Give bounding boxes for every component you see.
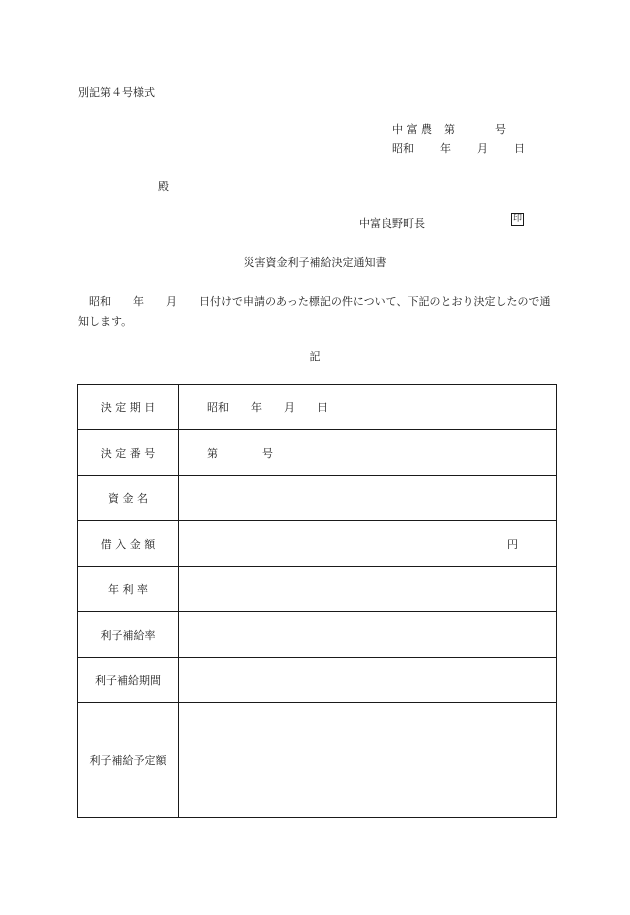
row-label: 資 金 名 xyxy=(78,476,179,521)
row-label: 年 利 率 xyxy=(78,567,179,612)
form-label: 別記第４号様式 xyxy=(78,86,155,99)
row-label: 利子補給予定額 xyxy=(78,703,179,818)
row-value xyxy=(179,658,557,703)
table-row xyxy=(78,658,557,703)
table-row xyxy=(78,612,557,658)
issue-date xyxy=(392,142,525,156)
table-row xyxy=(78,430,557,476)
table-row xyxy=(78,567,557,612)
issue-date-month: 月 xyxy=(477,142,488,155)
reference-dai: 第 xyxy=(444,123,455,136)
table-row xyxy=(78,703,557,818)
row-label: 決 定 期 日 xyxy=(78,385,179,430)
row-label: 決 定 番 号 xyxy=(78,430,179,476)
row-value xyxy=(179,612,557,658)
table-row xyxy=(78,521,557,567)
detail-table xyxy=(77,384,557,818)
row-label: 利子補給率 xyxy=(78,612,179,658)
reference-number xyxy=(392,123,506,137)
issue-date-era: 昭和 xyxy=(392,142,414,155)
ki-heading: 記 xyxy=(309,350,321,363)
row-label: 借 入 金 額 xyxy=(78,521,179,567)
issuer-name: 中富良野町長 xyxy=(359,217,425,230)
issue-date-year: 年 xyxy=(440,142,451,155)
table-row xyxy=(78,385,557,430)
row-value xyxy=(179,567,557,612)
row-label: 利子補給期間 xyxy=(78,658,179,703)
reference-go: 号 xyxy=(495,123,506,136)
table-row xyxy=(78,476,557,521)
row-value xyxy=(179,521,557,567)
document-title: 災害資金利子補給決定通知書 xyxy=(243,256,387,269)
row-value xyxy=(179,476,557,521)
body-text: 昭和 年 月 日付けで申請のあった標記の件について、下記のとおり決定したので通知します。 xyxy=(78,295,551,328)
row-value xyxy=(179,703,557,818)
row-value: 第 号 xyxy=(179,430,557,476)
reference-prefix: 中 富 農 xyxy=(392,123,432,136)
yen-unit: 円 xyxy=(507,537,518,551)
row-value: 昭和 年 月 日 xyxy=(179,385,557,430)
seal-mark: 印 xyxy=(512,214,522,224)
issue-date-day: 日 xyxy=(514,142,525,155)
addressee-suffix: 殿 xyxy=(158,180,169,193)
